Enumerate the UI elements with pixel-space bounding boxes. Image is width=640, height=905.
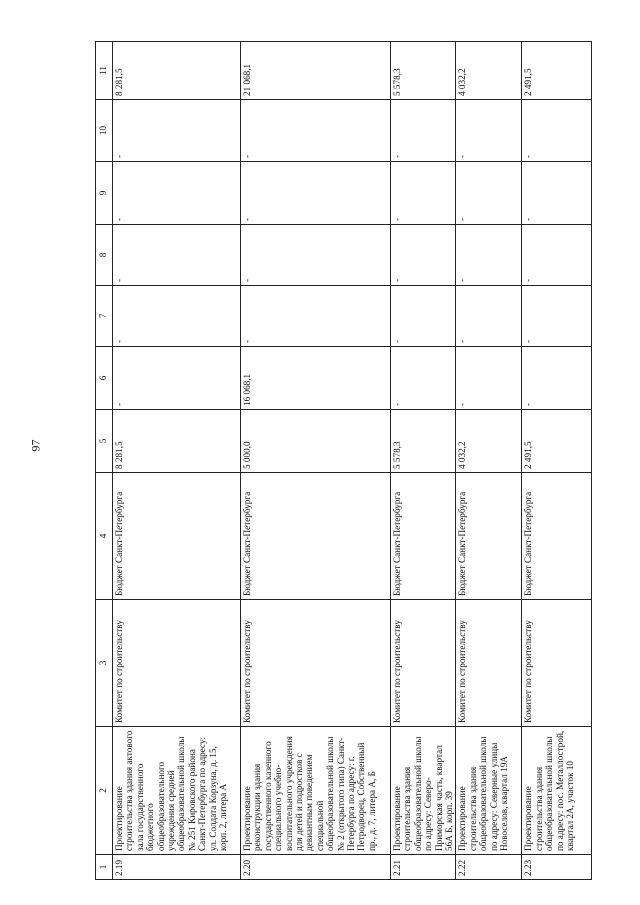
value-col-6: - xyxy=(456,347,522,410)
value-col-9: - xyxy=(522,162,592,225)
value-col-6: - xyxy=(113,347,241,410)
object-name: Проектирование реконструкции здания государственного казенного специального учебно-воспитательного учреждения для детей и подростков с девиантным поведением специальной общеобразовательной школы № 2 (открытого типа) Санкт-Петербурга по адресу: г. Петродворец, Собственный пр., д. 7, литера А, Б xyxy=(241,727,391,855)
object-name: Проектирование строительства здания общеобразовательной школы по адресу: Северные улицы Новоселов, квартал 19А xyxy=(456,727,522,855)
value-col-6: - xyxy=(522,347,592,410)
row-number: 2.21 xyxy=(391,855,456,880)
table-row xyxy=(113,42,241,880)
value-col-11: 4 032,2 xyxy=(456,42,522,100)
table-header xyxy=(96,42,113,880)
value-col-10: - xyxy=(522,100,592,162)
value-col-6: - xyxy=(391,347,456,410)
column-header-10: 10 xyxy=(96,100,113,162)
value-col-7: - xyxy=(391,286,456,347)
row-number: 2.22 xyxy=(456,855,522,880)
column-header-4: 4 xyxy=(96,473,113,600)
column-header-9: 9 xyxy=(96,162,113,225)
rotated-table-wrapper xyxy=(95,42,589,880)
column-header-6: 6 xyxy=(96,347,113,410)
value-col-7: - xyxy=(241,286,391,347)
page-number: 97 xyxy=(28,439,43,452)
value-col-10: - xyxy=(241,100,391,162)
table-row xyxy=(391,42,456,880)
column-header-2: 2 xyxy=(96,727,113,855)
object-name: Проектирование строительства здания общеобразовательной школы по адресу: пос. Металлострой, квартал 2А, участок 10 xyxy=(522,727,592,855)
value-col-9: - xyxy=(391,162,456,225)
value-col-10: - xyxy=(391,100,456,162)
column-header-5: 5 xyxy=(96,410,113,473)
value-col-8: - xyxy=(113,225,241,286)
value-col-5: 5 578,3 xyxy=(391,410,456,473)
row-number: 2.20 xyxy=(241,855,391,880)
value-col-11: 21 068,1 xyxy=(241,42,391,100)
value-col-9: - xyxy=(456,162,522,225)
customer: Комитет по строительству xyxy=(113,600,241,727)
value-col-8: - xyxy=(522,225,592,286)
value-col-10: - xyxy=(456,100,522,162)
customer: Комитет по строительству xyxy=(241,600,391,727)
value-col-9: - xyxy=(113,162,241,225)
column-header-8: 8 xyxy=(96,225,113,286)
table-row xyxy=(241,42,391,880)
column-header-1: 1 xyxy=(96,855,113,880)
value-col-7: - xyxy=(522,286,592,347)
funding-source: Бюджет Санкт-Петербурга xyxy=(113,473,241,600)
value-col-5: 2 491,5 xyxy=(522,410,592,473)
value-col-7: - xyxy=(113,286,241,347)
column-header-3: 3 xyxy=(96,600,113,727)
value-col-8: - xyxy=(391,225,456,286)
funding-source: Бюджет Санкт-Петербурга xyxy=(241,473,391,600)
object-name: Проектирование строительства здания общеобразовательной школы по адресу: Северо-Приморская часть, квартал 56А Б, корп. 39 xyxy=(391,727,456,855)
value-col-8: - xyxy=(456,225,522,286)
value-col-5: 4 032,2 xyxy=(456,410,522,473)
value-col-9: - xyxy=(241,162,391,225)
value-col-11: 2 491,5 xyxy=(522,42,592,100)
row-number: 2.23 xyxy=(522,855,592,880)
customer: Комитет по строительству xyxy=(522,600,592,727)
value-col-7: - xyxy=(456,286,522,347)
funding-source: Бюджет Санкт-Петербурга xyxy=(522,473,592,600)
value-col-10: - xyxy=(113,100,241,162)
funding-source: Бюджет Санкт-Петербурга xyxy=(456,473,522,600)
customer: Комитет по строительству xyxy=(391,600,456,727)
value-col-8: - xyxy=(241,225,391,286)
value-col-5: 5 000,0 xyxy=(241,410,391,473)
value-col-11: 8 281,5 xyxy=(113,42,241,100)
column-header-11: 11 xyxy=(96,42,113,100)
object-name: Проектирование строительства здания актового зала государственного бюджетного общеобразовательного учреждения средней общеобразовательной школы № 251 Кировского района Санкт-Петербурга по адресу: ул. Солдата Корзуна, д. 15, корп. 2, литера А xyxy=(113,727,241,855)
program-table xyxy=(95,41,592,880)
funding-source: Бюджет Санкт-Петербурга xyxy=(391,473,456,600)
value-col-11: 5 578,3 xyxy=(391,42,456,100)
header-row xyxy=(96,42,113,880)
customer: Комитет по строительству xyxy=(456,600,522,727)
value-col-6: 16 068,1 xyxy=(241,347,391,410)
table-row xyxy=(456,42,522,880)
value-col-5: 8 281,5 xyxy=(113,410,241,473)
column-header-7: 7 xyxy=(96,286,113,347)
table-row xyxy=(522,42,592,880)
row-number: 2.19 xyxy=(113,855,241,880)
